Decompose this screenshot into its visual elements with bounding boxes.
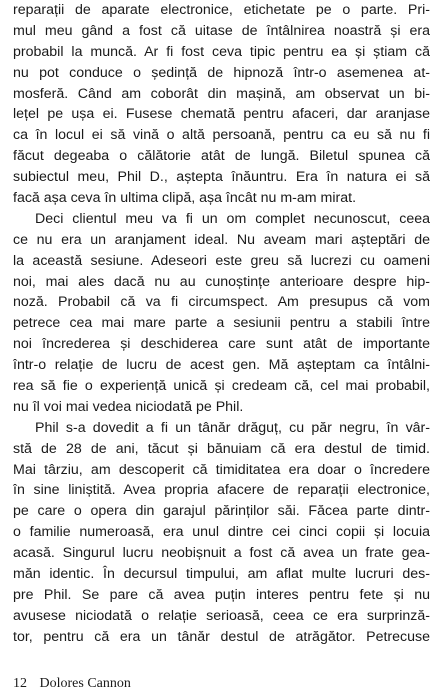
- text-line: în sine liniștită. Avea propria afacere de reparații electronice,: [13, 482, 430, 499]
- text-line: avusese niciodată o relație serioasă, ceea ce era surprinză-: [13, 607, 430, 624]
- text-line: pre Phil. Se pare că avea puțin interes pentru fete și nu: [13, 586, 430, 603]
- text-line: mul meu gând a fost că uitase de întâlnirea noastră și era: [13, 22, 430, 39]
- text-line: făcut degeaba o călătorie atât de lungă. Biletul spunea că: [13, 148, 430, 165]
- text-line: probabil la muncă. Ar fi fost ceva tipic pentru ea și știam că: [13, 43, 430, 60]
- page-body: [13, 0, 430, 648]
- text-line: ce nu era un aranjament ideal. Nu aveam mari așteptări de: [13, 231, 430, 248]
- text-line: la această sesiune. Adeseori este greu să lucrezi cu oameni: [13, 252, 430, 269]
- running-author: Dolores Cannon: [39, 676, 131, 691]
- text-line: Mai târziu, am descoperit că timiditatea era doar o încredere: [13, 461, 430, 478]
- text-line: pe care o opera din garajul părinților săi. Făcea parte dintr-: [13, 503, 430, 520]
- text-line: o familie numeroasă, era unul dintre cei cinci copii și locuia: [13, 524, 430, 541]
- text-line: Deci clientul meu va fi un om complet necunoscut, ceea: [35, 210, 430, 227]
- text-line: Phil s-a dovedit a fi un tânăr drăguț, cu păr negru, în vâr-: [35, 419, 430, 436]
- page-number: 12: [13, 676, 27, 691]
- text-line: mosferă. Când am coborât din mașină, am observat un bi-: [13, 85, 430, 102]
- text-line: petrece cea mai mare parte a sesiunii pentru a stabili între: [13, 315, 430, 332]
- text-line: noză. Probabil că va fi circumspect. Am presupus că vom: [13, 294, 430, 311]
- text-line: lețel pe ușa ei. Fusese chemată pentru afaceri, dar aranjase: [13, 106, 430, 123]
- body-text: [13, 0, 430, 648]
- text-line: noi încrederea și deschiderea care sunt atât de importante: [13, 336, 430, 353]
- text-line: facă așa ceva în ultima clipă, așa încât nu m-am mirat.: [13, 190, 357, 207]
- text-line: ca în locul ei să vină o altă persoană, pentru ca eu să nu fi: [13, 127, 430, 144]
- text-line: subiectul meu, Phil D., aștepta înăuntru. Era în natura ei să: [13, 169, 430, 186]
- text-line: nu pot conduce o ședință de hipnoză într-o asemenea at-: [13, 64, 430, 81]
- text-line: într-o relație de lucru de acest gen. Mă așteptam ca întâlni-: [13, 357, 430, 374]
- page-footer: [13, 676, 131, 692]
- text-line: noi, mai ales dacă nu au cunoștințe anterioare despre hip-: [13, 273, 430, 290]
- text-line: acasă. Singurul lucru neobișnuit a fost că avea un frate gea-: [13, 545, 430, 562]
- text-line: reparații de aparate electronice, etichetate pe o parte. Pri-: [13, 2, 430, 18]
- text-line: rea să fie o experiență unică și credeam că, cel mai probabil,: [13, 378, 430, 395]
- text-line: stă de 28 de ani, tăcut și bănuiam că era destul de timid.: [13, 440, 430, 457]
- text-line: măn identic. În decursul timpului, am aflat multe lucruri des-: [13, 566, 430, 583]
- text-line: tor, pentru că era un tânăr destul de atrăgător. Petrecuse: [13, 628, 430, 645]
- text-line: nu îl voi mai vedea niciodată pe Phil.: [13, 398, 244, 415]
